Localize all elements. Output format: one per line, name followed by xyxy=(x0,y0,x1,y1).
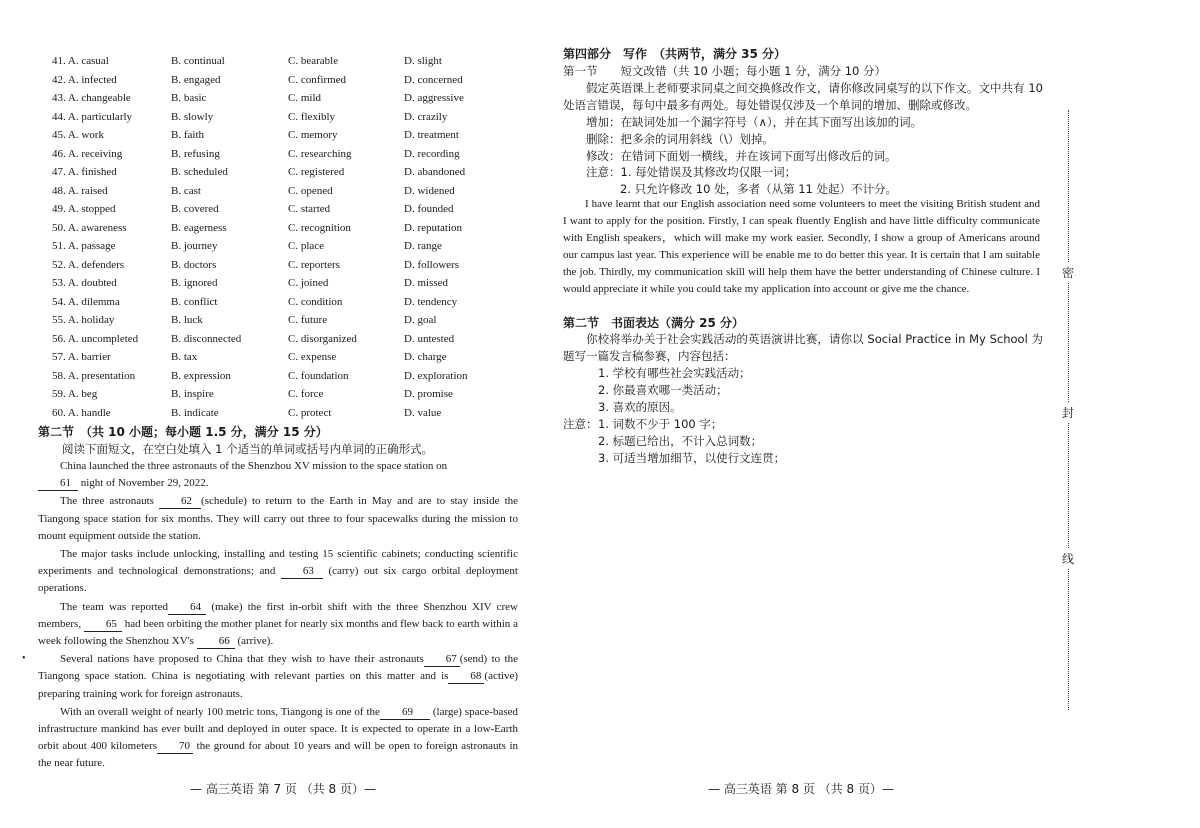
option-row xyxy=(52,182,522,200)
passage-para-1: China launched the three astronauts of the Shenzhou XV mission to the space station on 61 night of November 29, 2022. xyxy=(38,458,518,492)
rule-delete: 删除：把多余的词用斜线（\）划掉。 xyxy=(586,132,774,146)
option-b: B. basic xyxy=(171,92,207,104)
writing-point-2: 2. 你最喜欢哪一类活动； xyxy=(598,383,728,397)
option-d: D. tendency xyxy=(404,295,458,308)
option-b: B. indicate xyxy=(171,406,219,419)
option-a: 51. A. passage xyxy=(52,240,116,252)
writing-instruction xyxy=(563,331,1043,365)
option-row xyxy=(52,256,522,274)
blank-61: 61 xyxy=(38,477,78,491)
option-row xyxy=(52,274,522,292)
option-d: D. aggressive xyxy=(404,92,464,104)
writing-prompt: 你校将举办关于社会实践活动的英语演讲比赛，请你以 Social Practice in My School 为题写一篇发言稿参赛，内容包括： xyxy=(563,332,1043,364)
rule-note-2: 2. 只允许修改 10 处，多者（从第 11 处起）不计分。 xyxy=(620,182,898,196)
rule-modify: 修改：在错词下面划一横线，并在该词下面写出修改后的词。 xyxy=(586,149,897,163)
option-c: C. confirmed xyxy=(288,73,347,86)
option-row xyxy=(52,385,522,403)
writing-note-2: 2. 标题已给出，不计入总词数； xyxy=(598,434,763,448)
option-c: C. registered xyxy=(288,166,345,178)
option-b: B. scheduled xyxy=(171,166,228,178)
option-a: 48. A. raised xyxy=(52,184,108,197)
passage-para-6: With an overall weight of nearly 100 metric tons, Tiangong is one of the 69 (large) space-based infrastructure mankind has ever built and deployed in outer space. It is expected to operate in a low-Earth orbit about 400 kilometers 70 the ground for about 10 years and will be open to foreign astronauts in the near future. xyxy=(38,705,519,770)
option-d: D. widened xyxy=(404,184,455,197)
option-d: D. followers xyxy=(404,258,459,271)
option-row xyxy=(52,200,522,218)
option-a: 42. A. infected xyxy=(52,73,117,86)
passage-para-4: The team was reported 64 (make) the first in-orbit shift with the three Shenzhou XIV crew members, 65 had been orbiting the mother planet for nearly six months and flew back to earth within a week following the Shenzhou XV's 66 (arrive). xyxy=(38,600,518,648)
gutter-char-xian: 线 xyxy=(1062,548,1074,569)
option-row xyxy=(52,367,522,385)
option-c: C. condition xyxy=(288,295,343,308)
part4-section2-title: 第二节 书面表达（满分 25 分） xyxy=(563,316,745,330)
blank-67: 67 xyxy=(424,653,460,667)
option-d: D. concerned xyxy=(404,73,463,86)
option-a: 52. A. defenders xyxy=(52,258,125,271)
option-d: D. treatment xyxy=(404,129,459,141)
option-d: D. exploration xyxy=(404,369,468,382)
option-b: B. expression xyxy=(171,369,231,382)
option-d: D. reputation xyxy=(404,221,463,234)
essay-text: I have learnt that our English association need some volunteers to meet the visiting British student and I want to apply for the position. Firstly, I can speak fluently English and have little difficulty communicate with English speakers，which will make my work easier. Secondly, I show a group of Americans around our campus last year. This experience will be enable me to do better this year. It is certain that I am suitable the job. Thirdly, my communication skill will help them have the better understanding of Chinese culture. I would appreciate it while you could take my application into account or give me the chance. xyxy=(563,198,1040,296)
option-row xyxy=(52,219,522,237)
option-c: C. expense xyxy=(288,351,337,363)
blank-65: 65 xyxy=(84,618,122,632)
option-c: C. recognition xyxy=(288,221,351,234)
option-a: 53. A. doubted xyxy=(52,277,117,289)
footer-page-7: — 高三英语 第 7 页 （共 8 页）— xyxy=(190,782,376,796)
option-c: C. joined xyxy=(288,277,329,289)
option-d: D. recording xyxy=(404,147,460,160)
writing-notes-label: 注意： xyxy=(563,417,598,431)
option-d: D. charge xyxy=(404,351,447,363)
option-d: D. abandoned xyxy=(404,166,466,178)
option-d: D. founded xyxy=(404,203,454,215)
option-c: C. bearable xyxy=(288,55,339,67)
footer-page-8: — 高三英语 第 8 页 （共 8 页）— xyxy=(708,782,894,796)
option-c: C. protect xyxy=(288,406,332,419)
passage-para-2: The three astronauts 62 (schedule) to return to the Earth in May and are to stay inside the Tiangong space station for six months. They will carry out three to four spacewalks during the mission to mount equipment outside the station. xyxy=(38,495,519,542)
option-c: C. memory xyxy=(288,129,338,141)
option-c: C. foundation xyxy=(288,369,349,382)
option-row xyxy=(52,71,522,89)
option-b: B. engaged xyxy=(171,73,221,86)
part4-section1-title: 第一节 短文改错（共 10 小题；每小题 1 分，满分 10 分） xyxy=(563,64,887,78)
option-a: 44. A. particularly xyxy=(52,110,133,123)
option-row xyxy=(52,293,522,311)
option-d: D. value xyxy=(404,406,442,419)
option-row xyxy=(52,330,522,348)
blank-62: 62 xyxy=(159,495,201,509)
passage-para-5: Several nations have proposed to China that they wish to have their astronauts 67 (send) to the Tiangong space station. China is negotiating with relevant parties on this matter and is 68 (active) preparing training work for foreign astronauts. xyxy=(38,653,518,700)
part4-title: 第四部分 写作 （共两节，满分 35 分） xyxy=(563,47,787,61)
blank-66: 66 xyxy=(197,635,235,649)
option-d: D. slight xyxy=(404,55,442,67)
option-c: C. started xyxy=(288,203,331,215)
option-row xyxy=(52,108,522,126)
option-b: B. ignored xyxy=(171,277,218,289)
option-row xyxy=(52,311,522,329)
writing-note-3: 3. 可适当增加细节，以使行文连贯； xyxy=(598,451,786,465)
option-b: B. tax xyxy=(171,351,198,363)
option-b: B. eagerness xyxy=(171,221,227,234)
option-c: C. opened xyxy=(288,184,333,197)
option-row xyxy=(52,404,522,422)
blank-69: 69 xyxy=(380,706,430,720)
proofread-essay xyxy=(563,196,1040,299)
option-d: D. missed xyxy=(404,277,448,289)
option-c: C. place xyxy=(288,240,325,252)
writing-point-1: 1. 学校有哪些社会实践活动； xyxy=(598,366,751,380)
option-a: 45. A. work xyxy=(52,129,104,141)
option-a: 56. A. uncompleted xyxy=(52,332,139,345)
option-a: 60. A. handle xyxy=(52,406,111,419)
option-b: B. inspire xyxy=(171,388,214,400)
option-d: D. goal xyxy=(404,314,437,326)
option-b: B. doctors xyxy=(171,258,217,271)
option-d: D. promise xyxy=(404,388,453,400)
option-c: C. future xyxy=(288,314,328,326)
gutter-char-mi: 密 xyxy=(1062,262,1074,283)
option-b: B. covered xyxy=(171,203,219,215)
option-row xyxy=(52,126,522,144)
passage-para-3: The major tasks include unlocking, installing and testing 15 scientific cabinets; conducting scientific experiments and technological demonstrations; and 63 (carry) out six cargo orbital deployment operations. xyxy=(38,548,518,595)
option-a: 57. A. barrier xyxy=(52,351,111,363)
blank-64: 64 xyxy=(168,601,206,615)
option-row xyxy=(52,348,522,366)
option-d: D. range xyxy=(404,240,442,252)
gutter-char-feng: 封 xyxy=(1062,402,1074,423)
option-c: C. disorganized xyxy=(288,332,357,345)
option-a: 59. A. beg xyxy=(52,388,98,400)
option-c: C. mild xyxy=(288,92,322,104)
option-b: B. conflict xyxy=(171,295,218,308)
option-a: 58. A. presentation xyxy=(52,369,136,382)
option-b: B. slowly xyxy=(171,110,214,123)
option-d: D. crazily xyxy=(404,110,448,123)
option-c: C. researching xyxy=(288,147,352,160)
option-a: 47. A. finished xyxy=(52,166,117,178)
blank-68: 68 xyxy=(448,670,484,684)
option-c: C. reporters xyxy=(288,258,340,271)
option-row xyxy=(52,145,522,163)
rule-note-1: 注意：1. 每处错误及其修改均仅限一词； xyxy=(586,165,797,179)
section2-title: 第二节 （共 10 小题；每小题 1.5 分，满分 15 分） xyxy=(38,425,328,439)
option-a: 55. A. holiday xyxy=(52,314,115,326)
option-a: 54. A. dilemma xyxy=(52,295,120,308)
part4-section1-instruction xyxy=(563,80,1043,114)
option-b: B. luck xyxy=(171,314,203,326)
option-b: B. cast xyxy=(171,184,201,197)
option-c: C. flexibly xyxy=(288,110,336,123)
rule-add: 增加：在缺词处加一个漏字符号（∧），并在其下面写出该加的词。 xyxy=(586,115,923,129)
stray-mark: • xyxy=(22,653,26,664)
cloze-passage xyxy=(38,458,518,773)
blank-70: 70 xyxy=(157,740,193,754)
option-b: B. journey xyxy=(171,240,218,252)
option-row xyxy=(52,89,522,107)
option-d: D. untested xyxy=(404,332,455,345)
option-c: C. force xyxy=(288,388,324,400)
blank-63: 63 xyxy=(281,565,323,579)
option-b: B. disconnected xyxy=(171,332,242,345)
option-a: 50. A. awareness xyxy=(52,221,127,234)
writing-point-3: 3. 喜欢的原因。 xyxy=(598,400,682,414)
writing-note-1: 1. 词数不少于 100 字； xyxy=(598,417,723,431)
option-row xyxy=(52,52,522,70)
option-row xyxy=(52,237,522,255)
option-b: B. continual xyxy=(171,55,225,67)
section2-instruction: 阅读下面短文，在空白处填入 1 个适当的单词或括号内单词的正确形式。 xyxy=(62,442,434,456)
option-a: 41. A. casual xyxy=(52,55,109,67)
option-a: 43. A. changeable xyxy=(52,92,131,104)
proofread-instruction: 假定英语课上老师要求同桌之间交换修改作文，请你修改同桌写的以下作文。文中共有 10 处语言错误，每句中最多有两处。每处错误仅涉及一个单词的增加、删除或修改。 xyxy=(563,81,1043,113)
option-b: B. faith xyxy=(171,129,204,141)
option-b: B. refusing xyxy=(171,147,220,160)
option-row xyxy=(52,163,522,181)
option-a: 49. A. stopped xyxy=(52,203,116,215)
option-a: 46. A. receiving xyxy=(52,147,123,160)
